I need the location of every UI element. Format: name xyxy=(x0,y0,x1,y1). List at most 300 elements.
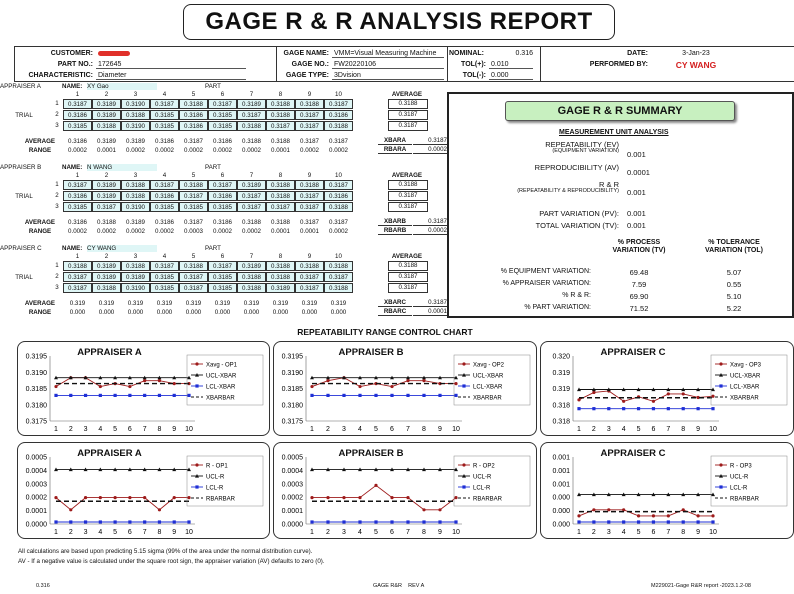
data-point xyxy=(158,508,161,511)
data-point xyxy=(454,394,457,397)
data-point xyxy=(667,392,670,395)
data-point xyxy=(69,508,72,511)
part-column-number: 8 xyxy=(278,172,283,179)
part-average-value: 0.3188 xyxy=(242,219,261,226)
part-column-number: 1 xyxy=(75,91,80,98)
ev-label: REPEATABILITY (EV) xyxy=(545,140,619,149)
gage-type-value: 3Dvision xyxy=(332,72,444,80)
trial-number: 1 xyxy=(55,181,59,188)
data-point xyxy=(711,520,714,523)
trial-average-value: 0.3187 xyxy=(388,191,428,201)
x-tick-label: 1 xyxy=(310,426,314,433)
trial-value-cell: 0.3190 xyxy=(121,202,150,212)
trial-value-cell: 0.3187 xyxy=(266,121,295,131)
part-range-value: 0.0002 xyxy=(213,147,232,154)
data-point xyxy=(143,496,146,499)
tv-label: TOTAL VARIATION (TV): xyxy=(535,221,619,230)
trial-number: 1 xyxy=(55,100,59,107)
chart-svg xyxy=(18,443,267,536)
data-point xyxy=(99,520,102,523)
x-tick-label: 1 xyxy=(54,426,58,433)
part-column-number: 2 xyxy=(104,172,109,179)
data-point xyxy=(54,394,57,397)
y-tick-label: 0.0005 xyxy=(25,454,47,462)
data-point xyxy=(711,407,714,410)
trial-value-cell: 0.3187 xyxy=(237,110,266,120)
chart-svg xyxy=(274,342,534,433)
part-average-value: 0.3187 xyxy=(329,138,348,145)
header-customer-block xyxy=(18,48,246,81)
data-point xyxy=(54,496,57,499)
pv-label: PART VARIATION (PV): xyxy=(539,209,619,218)
header-divider xyxy=(540,46,541,82)
y-tick-label: 0.3185 xyxy=(281,386,303,393)
data-point xyxy=(592,508,595,511)
trial-value-cell: 0.3189 xyxy=(92,110,121,120)
y-tick-label: 0.0004 xyxy=(281,467,303,475)
part-range-value: 0.0002 xyxy=(126,228,145,235)
x-tick-label: 7 xyxy=(406,529,410,536)
data-point xyxy=(128,520,131,523)
trial-value-cell: 0.3188 xyxy=(179,99,208,109)
data-point xyxy=(54,520,57,523)
part-average-value: 0.319 xyxy=(127,300,144,307)
chart-title: APPRAISER C xyxy=(600,347,666,358)
part-label: PART xyxy=(205,245,221,252)
y-tick-label: 0.0000 xyxy=(281,521,303,529)
trial-number: 3 xyxy=(55,284,59,291)
part-no-value: 172645 xyxy=(96,61,246,69)
customer-label: CUSTOMER: xyxy=(50,50,93,57)
trial-value-cell: 0.3185 xyxy=(208,110,237,120)
trial-value-cell: 0.3189 xyxy=(237,99,266,109)
trial-value-cell: 0.3187 xyxy=(63,99,92,109)
control-chart-panel xyxy=(17,341,270,436)
trial-label: TRIAL xyxy=(15,274,33,281)
trial-number: 3 xyxy=(55,122,59,129)
x-tick-label: 4 xyxy=(358,426,362,433)
trial-value-cell: 0.3187 xyxy=(208,261,237,271)
data-point xyxy=(158,379,161,382)
data-point xyxy=(114,394,117,397)
x-tick-label: 9 xyxy=(172,426,177,433)
data-point xyxy=(158,520,161,523)
data-point xyxy=(607,520,610,523)
trial-label: TRIAL xyxy=(15,112,33,119)
part-average-value: 0.3186 xyxy=(68,219,87,226)
data-point xyxy=(326,394,329,397)
data-point xyxy=(406,379,409,382)
trial-value-cell: 0.3187 xyxy=(266,202,295,212)
data-point xyxy=(667,520,670,523)
trial-value-cell: 0.3188 xyxy=(121,180,150,190)
xbar-value: 0.3187 xyxy=(413,299,447,307)
part-average-value: 0.3187 xyxy=(184,138,203,145)
part-average-value: 0.3189 xyxy=(126,138,145,145)
data-point xyxy=(173,520,176,523)
data-point xyxy=(592,407,595,410)
x-tick-label: 9 xyxy=(438,426,442,433)
process-col-subheader: VARIATION (TV) xyxy=(612,247,666,254)
data-point xyxy=(622,407,625,410)
trial-value-cell: 0.3187 xyxy=(179,283,208,293)
part-average-value: 0.3186 xyxy=(155,219,174,226)
x-tick-label: 8 xyxy=(157,529,162,536)
data-point xyxy=(143,394,146,397)
x-tick-label: 2 xyxy=(68,529,73,536)
data-point xyxy=(187,394,190,397)
summary-process-value: 71.52 xyxy=(629,304,649,313)
rbar-label: RBARA xyxy=(378,146,412,154)
tol-minus-value: 0.000 xyxy=(489,72,533,80)
x-tick-label: 1 xyxy=(577,529,581,536)
summary-row-label: % APPRAISER VARIATION: xyxy=(502,280,591,287)
trial-value-cell: 0.3189 xyxy=(266,283,295,293)
trial-value-cell: 0.3188 xyxy=(324,202,353,212)
part-range-value: 0.0003 xyxy=(184,228,203,235)
header-gage-block xyxy=(280,48,444,81)
trial-value-cell: 0.3185 xyxy=(150,121,179,131)
trial-value-cell: 0.3188 xyxy=(121,191,150,201)
summary-row-label: % PART VARIATION: xyxy=(524,304,591,311)
data-point xyxy=(682,520,685,523)
trial-value-cell: 0.3186 xyxy=(150,191,179,201)
part-range-value: 0.0002 xyxy=(329,147,348,154)
data-point xyxy=(577,514,580,517)
trial-value-cell: 0.3188 xyxy=(179,261,208,271)
trial-value-cell: 0.3185 xyxy=(208,272,237,282)
part-column-number: 10 xyxy=(335,91,342,98)
part-column-number: 9 xyxy=(307,172,312,179)
y-tick-label: 0.3195 xyxy=(25,353,47,361)
tol-plus-value: 0.010 xyxy=(489,61,533,69)
x-tick-label: 7 xyxy=(142,426,147,433)
trial-value-cell: 0.3187 xyxy=(179,272,208,282)
trial-value-cell: 0.3188 xyxy=(324,283,353,293)
trial-average-value: 0.3188 xyxy=(388,180,428,190)
data-point xyxy=(390,394,393,397)
appraiser-label: APPRAISER A xyxy=(0,83,41,90)
data-point xyxy=(697,407,700,410)
y-tick-label: 0.0001 xyxy=(281,508,303,516)
x-tick-label: 4 xyxy=(98,529,103,536)
data-point xyxy=(99,385,102,388)
legend-label: Xavg - OP2 xyxy=(473,362,505,369)
part-range-value: 0.0001 xyxy=(300,228,319,235)
trial-value-cell: 0.3187 xyxy=(208,99,237,109)
data-point xyxy=(99,496,102,499)
legend-marker xyxy=(195,485,198,488)
part-average-value: 0.3186 xyxy=(213,219,232,226)
trial-value-cell: 0.3187 xyxy=(295,110,324,120)
part-column-number: 7 xyxy=(249,253,254,260)
legend-label: UCL-XBAR xyxy=(730,373,761,380)
x-tick-label: 2 xyxy=(591,426,596,433)
data-point xyxy=(577,520,580,523)
legend-label: XBARBAR xyxy=(206,395,235,402)
range-row-label: RANGE xyxy=(28,147,52,154)
data-point xyxy=(173,394,176,397)
data-point xyxy=(622,508,625,511)
process-col-header: % PROCESS xyxy=(617,239,661,246)
part-average-value: 0.319 xyxy=(272,300,289,307)
part-range-value: 0.0002 xyxy=(184,147,203,154)
trial-average-value: 0.3187 xyxy=(388,121,428,131)
x-tick-label: 5 xyxy=(374,529,378,536)
legend-label: Xavg - OP3 xyxy=(730,362,762,369)
part-column-number: 6 xyxy=(220,253,225,260)
legend-label: UCL-R xyxy=(473,474,492,481)
rr-label: R & R xyxy=(598,180,619,189)
footer-note-sigma: All calculations are based upon predicting 5.15 sigma (99% of the area under the normal distribution curve). xyxy=(18,548,313,555)
y-tick-label: 0.3175 xyxy=(25,418,47,426)
data-point xyxy=(652,520,655,523)
legend-marker xyxy=(719,384,722,387)
part-average-value: 0.319 xyxy=(69,300,86,307)
trial-value-cell: 0.3188 xyxy=(63,261,92,271)
x-tick-label: 6 xyxy=(127,426,132,433)
nominal-label: NOMINAL: xyxy=(449,50,484,57)
legend-label: R - OP2 xyxy=(473,463,495,470)
y-tick-label: 0.3185 xyxy=(25,386,47,393)
x-tick-label: 2 xyxy=(326,529,330,536)
legend-label: LCL-XBAR xyxy=(730,384,760,391)
trial-value-cell: 0.3185 xyxy=(150,110,179,120)
part-average-value: 0.3187 xyxy=(184,219,203,226)
x-tick-label: 8 xyxy=(681,426,686,433)
data-point xyxy=(358,385,361,388)
x-tick-label: 2 xyxy=(591,529,596,536)
x-tick-label: 10 xyxy=(185,529,193,536)
control-chart-panel xyxy=(540,442,794,539)
part-average-value: 0.319 xyxy=(330,300,347,307)
appraiser-label: APPRAISER C xyxy=(0,245,42,252)
trial-value-cell: 0.3186 xyxy=(324,110,353,120)
tol-plus-label: TOL(+): xyxy=(461,61,486,68)
y-tick-label: 0.3190 xyxy=(281,369,303,377)
data-point xyxy=(326,520,329,523)
data-point xyxy=(390,520,393,523)
footer-note-av: AV - If a negative value is calculated under the square root sign, the appraiser variation (AV) defaults to zero (0). xyxy=(18,558,325,565)
part-column-number: 9 xyxy=(307,91,312,98)
series-line-xavg-op2 xyxy=(312,378,456,387)
part-average-value: 0.3188 xyxy=(97,219,116,226)
data-point xyxy=(637,407,640,410)
gage-name-label: GAGE NAME: xyxy=(283,50,329,57)
y-tick-label: 0.001 xyxy=(552,454,570,462)
part-range-value: 0.000 xyxy=(214,309,231,316)
x-tick-label: 4 xyxy=(98,426,103,433)
legend-label: R - OP3 xyxy=(730,463,752,470)
x-tick-label: 4 xyxy=(621,426,626,433)
part-label: PART xyxy=(205,83,221,90)
trial-value-cell: 0.3188 xyxy=(92,283,121,293)
y-tick-label: 0.0000 xyxy=(25,521,47,529)
part-column-number: 2 xyxy=(104,91,109,98)
range-row-label: RANGE xyxy=(28,309,52,316)
part-range-value: 0.000 xyxy=(185,309,202,316)
x-tick-label: 6 xyxy=(390,426,394,433)
x-tick-label: 5 xyxy=(113,529,118,536)
header-divider xyxy=(276,46,277,82)
part-range-value: 0.000 xyxy=(330,309,347,316)
data-point xyxy=(310,394,313,397)
part-label: PART xyxy=(205,164,221,171)
part-column-number: 8 xyxy=(278,91,283,98)
trial-value-cell: 0.3189 xyxy=(92,261,121,271)
part-column-number: 6 xyxy=(220,172,225,179)
trial-average-value: 0.3187 xyxy=(388,272,428,282)
part-column-number: 4 xyxy=(162,91,167,98)
y-tick-label: 0.0002 xyxy=(281,494,303,502)
series-line-r-op2 xyxy=(312,485,456,509)
summary-tolerance-value: 5.22 xyxy=(726,304,742,313)
summary-tolerance-value: 5.10 xyxy=(726,292,742,301)
part-average-value: 0.3187 xyxy=(300,138,319,145)
data-point xyxy=(454,496,457,499)
characteristic-label: CHARACTERISTIC: xyxy=(28,72,93,79)
part-column-number: 7 xyxy=(249,91,254,98)
series-line-xavg-op3 xyxy=(579,391,713,401)
trial-value-cell: 0.3187 xyxy=(237,191,266,201)
trial-value-cell: 0.3189 xyxy=(92,99,121,109)
gage-type-label: GAGE TYPE: xyxy=(285,72,329,79)
series-line-r-op1 xyxy=(56,498,189,510)
legend-label: UCL-R xyxy=(206,474,225,481)
x-tick-label: 10 xyxy=(185,426,193,433)
trial-label: TRIAL xyxy=(15,193,33,200)
average-column-header: AVERAGE xyxy=(391,253,423,260)
trial-value-cell: 0.3188 xyxy=(324,261,353,271)
part-range-value: 0.0002 xyxy=(213,228,232,235)
y-tick-label: 0.0002 xyxy=(25,494,47,502)
trial-average-value: 0.3187 xyxy=(388,110,428,120)
appraiser-name: N WANG xyxy=(87,164,157,171)
part-range-value: 0.0002 xyxy=(68,147,87,154)
header-divider xyxy=(447,46,448,82)
trial-value-cell: 0.3187 xyxy=(295,121,324,131)
series-line-xavg-op1 xyxy=(56,378,189,387)
trial-average-value: 0.3188 xyxy=(388,99,428,109)
data-point xyxy=(454,520,457,523)
data-point xyxy=(128,394,131,397)
legend-marker xyxy=(195,463,198,466)
trial-value-cell: 0.3190 xyxy=(121,283,150,293)
data-point xyxy=(592,391,595,394)
part-range-value: 0.0002 xyxy=(155,228,174,235)
y-tick-label: 0.0003 xyxy=(25,481,47,489)
x-tick-label: 4 xyxy=(621,529,626,536)
data-point xyxy=(438,520,441,523)
x-tick-label: 2 xyxy=(68,426,73,433)
part-range-value: 0.000 xyxy=(127,309,144,316)
data-point xyxy=(358,496,361,499)
x-tick-label: 6 xyxy=(127,529,132,536)
data-point xyxy=(667,514,670,517)
part-column-number: 3 xyxy=(133,91,138,98)
trial-number: 2 xyxy=(55,273,59,280)
data-point xyxy=(422,394,425,397)
trial-value-cell: 0.3187 xyxy=(63,283,92,293)
trial-value-cell: 0.3189 xyxy=(92,272,121,282)
data-point xyxy=(99,394,102,397)
data-point xyxy=(577,398,580,401)
part-column-number: 5 xyxy=(191,91,196,98)
trial-value-cell: 0.3187 xyxy=(295,272,324,282)
part-average-value: 0.319 xyxy=(98,300,115,307)
rr-sub-label: (REPEATABILITY & REPRODUCIBILITY) xyxy=(517,188,619,194)
part-range-value: 0.0002 xyxy=(68,228,87,235)
trial-value-cell: 0.3187 xyxy=(92,202,121,212)
control-chart-panel xyxy=(540,341,794,436)
data-point xyxy=(682,508,685,511)
data-point xyxy=(607,508,610,511)
data-point xyxy=(173,496,176,499)
trial-value-cell: 0.3188 xyxy=(237,283,266,293)
trial-average-value: 0.3187 xyxy=(388,202,428,212)
trial-value-cell: 0.3188 xyxy=(324,121,353,131)
gage-no-value: FW20220106 xyxy=(332,61,444,69)
x-tick-label: 7 xyxy=(666,426,671,433)
data-point xyxy=(422,379,425,382)
x-tick-label: 10 xyxy=(709,426,717,433)
report-title: GAGE R & R ANALYSIS REPORT xyxy=(183,4,615,40)
legend-label: XBARBAR xyxy=(730,395,759,402)
xbar-value: 0.3187 xyxy=(413,137,447,145)
data-point xyxy=(128,496,131,499)
chart-title: APPRAISER B xyxy=(338,448,404,459)
data-point xyxy=(577,407,580,410)
legend-label: LCL-R xyxy=(473,485,491,492)
y-tick-label: 0.318 xyxy=(552,402,570,410)
y-tick-label: 0.000 xyxy=(552,521,570,529)
xbar-value: 0.3187 xyxy=(413,218,447,226)
x-tick-label: 8 xyxy=(422,529,426,536)
trial-value-cell: 0.3186 xyxy=(324,191,353,201)
trial-number: 3 xyxy=(55,203,59,210)
part-column-number: 1 xyxy=(75,253,80,260)
part-column-number: 3 xyxy=(133,172,138,179)
x-tick-label: 1 xyxy=(54,529,58,536)
legend-marker xyxy=(462,362,465,365)
xbar-label: XBARA xyxy=(378,137,412,145)
data-point xyxy=(454,382,457,385)
x-tick-label: 9 xyxy=(438,529,442,536)
data-point xyxy=(114,496,117,499)
data-point xyxy=(637,520,640,523)
x-tick-label: 7 xyxy=(142,529,147,536)
trial-value-cell: 0.3187 xyxy=(324,272,353,282)
part-average-value: 0.3188 xyxy=(271,219,290,226)
data-point xyxy=(173,382,176,385)
summary-tolerance-value: 5.07 xyxy=(726,268,742,277)
part-no-label: PART NO.: xyxy=(57,61,93,68)
part-column-number: 4 xyxy=(162,172,167,179)
legend-marker xyxy=(719,485,722,488)
part-average-value: 0.319 xyxy=(243,300,260,307)
data-point xyxy=(84,496,87,499)
data-point xyxy=(358,394,361,397)
rbar-value: 0.0002 xyxy=(413,227,447,235)
header-date-block xyxy=(585,48,741,70)
legend-marker xyxy=(462,485,465,488)
data-point xyxy=(358,520,361,523)
legend-marker xyxy=(195,384,198,387)
y-tick-label: 0.3175 xyxy=(281,418,303,426)
data-point xyxy=(114,520,117,523)
chart-title: APPRAISER B xyxy=(338,347,404,358)
data-point xyxy=(310,385,313,388)
